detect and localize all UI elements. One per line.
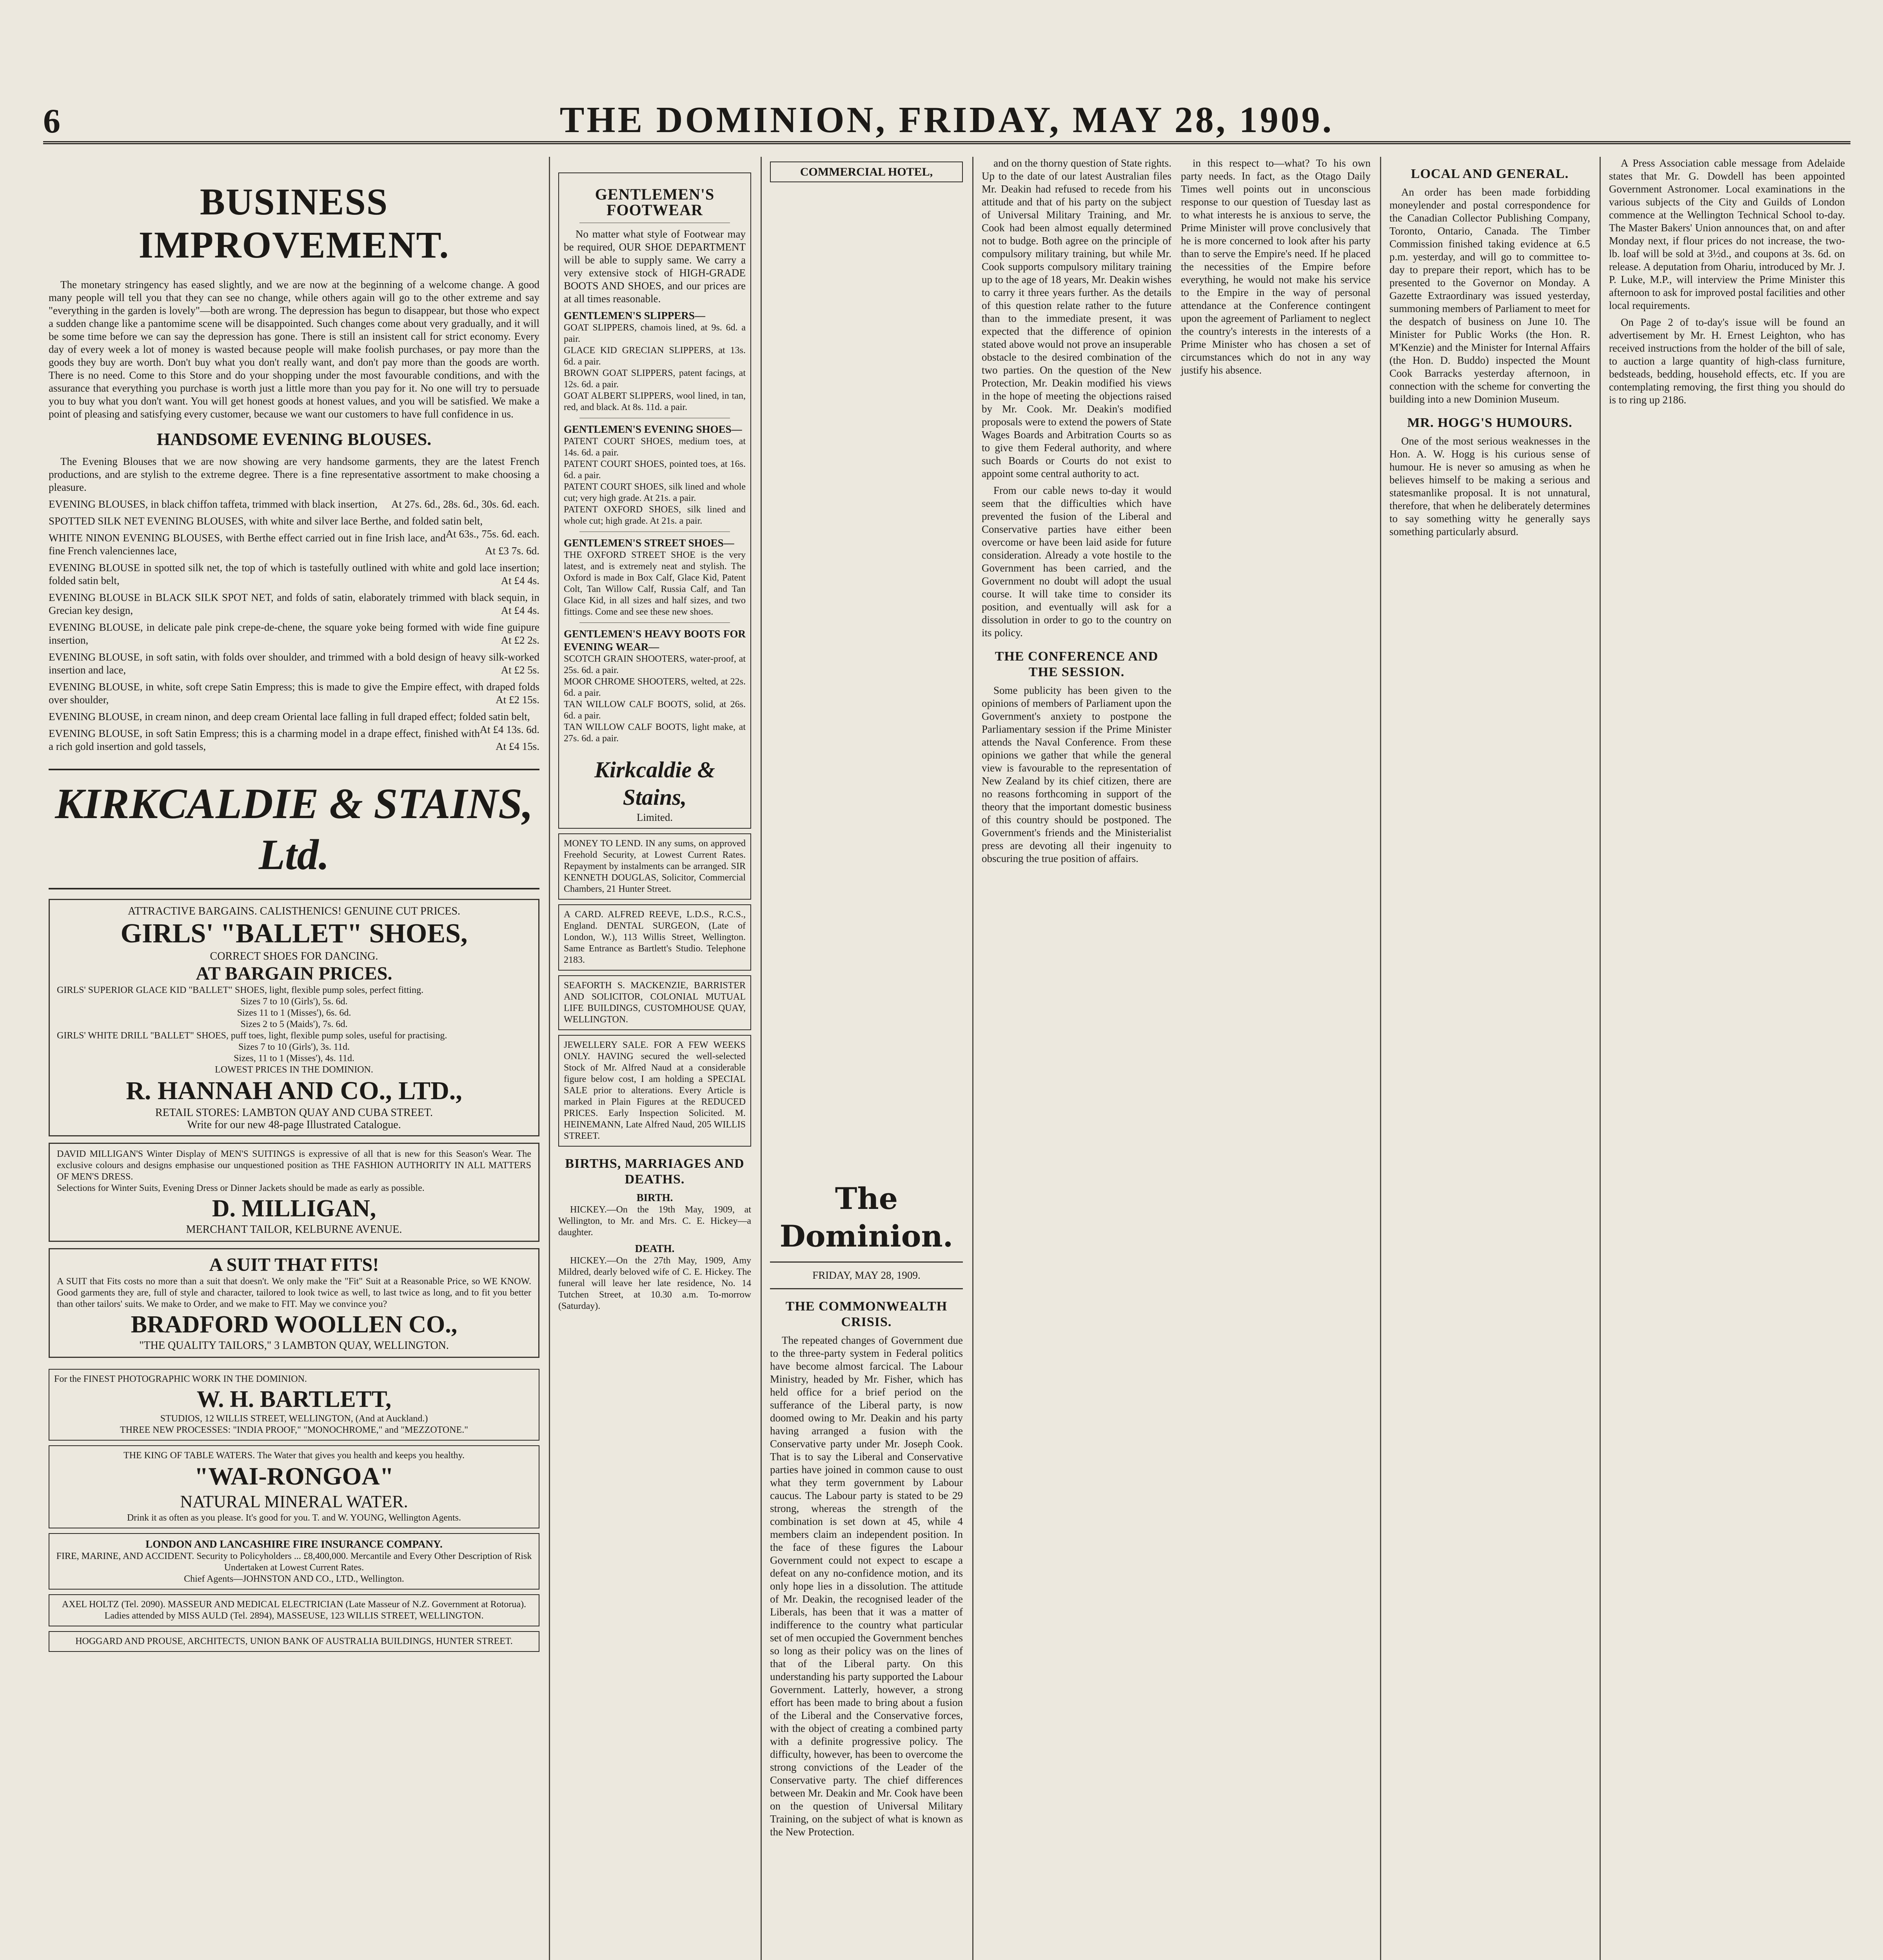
wairongoa-name: "WAI-RONGOA" [194,1462,394,1490]
london-lancashire-advert: LONDON AND LANCASHIRE FIRE INSURANCE COMPANY. FIRE, MARINE, AND ACCIDENT. Security to Policyholders ... £8,400,000. Mercantile and Every Other Description of Risk Undertaken at Lowest Current Rates. Chief Agents—JOHNSTON AND CO., LTD., Wellington. [49,1533,539,1590]
holtz-advert: AXEL HOLTZ (Tel. 2090). MASSEUR AND MEDICAL ELECTRICIAN (Late Masseur of N.Z. Government at Rotorua). Ladies attended by MISS AULD (Tel. 2894), MASSEUSE, 123 WILLIS STREET, WELLINGTON. [49,1594,539,1626]
page-number: 6 [43,102,60,140]
editorial-date: FRIDAY, MAY 28, 1909. [812,1269,921,1281]
column-local: LOCAL AND GENERAL. An order has been made forbidding moneylender and postal correspondence for the Canadian Collector Publishing Company, Toronto, Ontario, Canada. The Timber Commission finished taking evidence at 6.5 p.m. yesterday, and will go to committee to-day to prepare their report, which has to be presented to the Governor on Monday. A Gazette Extraordinary was issued yesterday, summoning members of Parliament to meet for the despatch of business on June 10. The Minister for Public Works (the Hon. R. M'Kenzie) and the Minister for Internal Affairs (the Hon. D. Buddo) inspected the Mount Cook Barracks yesterday afternoon, in connection with the scheme for converting the building into a new Dominion Museum. MR. HOGG'S HUMOURS. One of the most serious weaknesses in the Hon. A. W. Hogg is his curious sense of humour. He is never so amusing as when he believes himself to be making a serious and statesmanlike proposal. It is not unnatural, therefore, that when he deliberately determines to say something witty he generally says something particularly absurd. [1389,167,1590,537]
milligan-advert: DAVID MILLIGAN'S Winter Display of MEN'S SUITINGS is expressive of all that is new for this Season's Wear. The exclusive colours and designs emphasise our unquestioned position as THE FASHION AUTHORITY IN ALL MATTERS OF MEN'S DRESS. Selections for Winter Suits, Evening Dress or Dinner Jackets should be made as early as possible. D. MILLIGAN, MERCHANT TAILOR, KELBURNE AVENUE. [49,1143,539,1242]
page-masthead [43,98,1850,144]
hannah-advert: ATTRACTIVE BARGAINS. CALISTHENICS! GENUINE CUT PRICES. GIRLS' "BALLET" SHOES, CORRECT SHOES FOR DANCING. AT BARGAIN PRICES. GIRLS' SUPERIOR GLACE KID "BALLET" SHOES, light, flexible pump soles, perfect fitting. Sizes 7 to 10 (Girls'), 5s. 6d. Sizes 11 to 1 (Misses'), 6s. 6d. Sizes 2 to 5 (Maids'), 7s. 6d. GIRLS' WHITE DRILL "BALLET" SHOES, puff toes, light, flexible pump soles, useful for practising. Sizes 7 to 10 (Girls'), 3s. 11d. Sizes, 11 to 1 (Misses'), 4s. 11d. LOWEST PRICES IN THE DOMINION. R. HANNAH AND CO., LTD., RETAIL STORES: LAMBTON QUAY AND CUBA STREET. Write for our new 48-page Illustrated Catalogue. [49,899,539,1136]
column-news: and on the thorny question of State rights. Up to the date of our latest Australian files Mr. Deakin had refused to recede from his attitude and that of his party on the subject of Universal Military Training, and Mr. Cook had been almost equally determined not to budge. Both agree on the principle of compulsory military training, but while Mr. Cook supports compulsory military training up to the age of 18 years, Mr. Deakin wishes to carry it three years further. As the details of this question relate rather to the future than to the immediate present, it was expected that the difference of opinion stated above would not prove an insuperable obstacle to the desired combination of the two parties. On the question of the New Protection, Mr. Deakin modified his views in the hope of meeting the objections raised by Mr. Cook. Mr. Deakin's modified proposals were to extend the powers of State Wages Boards and Arbitration Courts so as to give them Federal authority, and where such Boards or Courts do not exist to appoint some central authority to act. From our cable news to-day it would seem that the difficulties which have prevented the fusion of the Liberal and Conservative parties have either been overcome or have been laid aside for future consideration. Already a vote hostile to the Government has been carried, and the Government no doubt will adopt the usual course. It will take time to consider its position, and eventually will ask for a dissolution in order to go to the country on its policy. THE CONFERENCE AND THE SESSION. Some publicity has been given to the opinions of members of Parliament upon the Government's anxiety to postpone the Parliamentary session if the Prime Minister attends the Naval Conference. From these opinions we gather that while the general view is favourable to the representation of New Zealand by its chief citizen, there are no reasons forthcoming in support of the theory that the important domestic business of this country should be postponed. The Government's friends and the Ministerialist press are devoting all their ingenuity to obscuring the true position of affairs. in this respect to—what? To his own party needs. In fact, as the Otago Daily Times well points out in unconscious response to our question of Tuesday last as to what interests he is anxious to serve, the Prime Minister will prove conclusively that he is more concerned to look after his party than to serve the Empire's need. If he placed the necessities of the Empire before everything, he would not make his service to the Empire in the way of personal attendance at the Conference contingent upon the agreement of Parliament to neglect the country's interests in the interests of a Prime Minister who has chosen a set of circumstances which do not in any way justify his absence. [982,157,1371,864]
page-title: THE DOMINION, FRIDAY, MAY 28, 1909. [559,100,1334,140]
blouse-item: EVENING BLOUSE in spotted silk net, the top of which is tastefully outlined with white and gold lace insertion; folded satin belt, At £4 4s. [49,562,539,586]
commercial-hotel-advert: COMMERCIAL HOTEL, [770,162,963,182]
blouse-item: EVENING BLOUSE, in soft satin, with folds over shoulder, and trimmed with a bold design of heavy silk-worked insertion and lace, At £2 5s. [49,651,539,676]
hannah-price-line: AT BARGAIN PRICES. [196,963,392,984]
crisis-body: The repeated changes of Government due to the three-party system in Federal politics have become almost farcical. The Labour Ministry, headed by Mr. Fisher, which has held office for a brief period on the sufferance of the Liberal party, is now doomed owing to Mr. Deakin and his party having arranged a fusion with the Conservative party under Mr. Joseph Cook. That is to say the Liberal and Conservative parties have joined in common cause to oust what they term government by Labour caucus. The Labour party is stated to be 29 strong, whereas the strength of the combination is set down at 45, while 4 members claim an independent position. In the face of these figures the Labour Government could not expect to escape a defeat on any no-confidence motion, and its only hope lies in a dissolution. The attitude of Mr. Deakin, the recognised leader of the Liberals, has been that it was a matter of indifference to the country what particular set of men occupied the Government benches so long as their policy was on the lines of that of the Liberal party. On this understanding his party supported the Labour Government. Latterly, however, a strong effort has been made to bring about a fusion of the Liberal and the Conservative forces, with the object of creating a combined party with a definite progressive policy. The difficulty, however, has been to overcome the strong convictions of the Leader of the Conservative party. The chief differences between Mr. Deakin and Mr. Cook have been on the question of Universal Military Training, on the subject of what is known as the New Protection. [770,1334,963,1838]
hannah-headline: GIRLS' "BALLET" SHOES, [120,918,468,949]
column-editorial [764,157,968,1960]
column-rule [549,157,550,1960]
bradford-headline: A SUIT THAT FITS! [209,1254,379,1275]
milligan-name: D. MILLIGAN, [212,1195,376,1222]
blouse-item: EVENING BLOUSE, in soft Satin Empress; this is a charming model in a drape effect, finished with a rich gold insertion and gold tassels, At £4 15s. [49,728,539,752]
bartlett-name: W. H. BARTLETT, [196,1386,392,1412]
bmd-headline: BIRTHS, MARRIAGES AND DEATHS. [565,1156,744,1187]
hannah-name: R. HANNAH AND CO., LTD., [126,1076,462,1105]
crisis-headline: THE COMMONWEALTH CRISIS. [785,1299,948,1329]
hogg-headline: MR. HOGG'S HUMOURS. [1407,416,1572,430]
money-advert: MONEY TO LEND. IN any sums, on approved Freehold Security, at Lowest Current Rates. Repayment by instalments can be arranged. SIR KENNETH DOUGLAS, Solicitor, Commercial Chambers, 21 Hunter Street. [558,833,751,900]
reeve-advert: A CARD. ALFRED REEVE, L.D.S., R.C.S., England. DENTAL SURGEON, (Late of London, W.), 113 Willis Street, Wellington. Same Entrance as Bartlett's Studio. Telephone 2183. [558,904,751,971]
column-rule [972,157,973,1960]
column-footwear: GENTLEMEN'S FOOTWEAR No matter what style of Footwear may be required, OUR SHOE DEPARTMENT will be able to supply same. We carry a very extensive stock of HIGH-GRADE BOOTS AND SHOES, and our prices are at all times reasonable. GENTLEMEN'S SLIPPERS— GOAT SLIPPERS, chamois lined, at 9s. 6d. a pair. GLACE KID GRECIAN SLIPPERS, at 13s. 6d. a pair. BROWN GOAT SLIPPERS, patent facings, at 12s. 6d. a pair. GOAT ALBERT SLIPPERS, wool lined, in tan, red, and black. At 8s. 11d. a pair. GENTLEMEN'S EVENING SHOES— PATENT COURT SHOES, medium toes, at 14s. 6d. a pair. PATENT COURT SHOES, pointed toes, at 16s. 6d. a pair. PATENT COURT SHOES, silk lined and whole cut; very high grade. At 21s. a pair. PATENT OXFORD SHOES, silk lined and whole cut; high grade. At 21s. a pair. GENTLEMEN'S STREET SHOES— THE OXFORD STREET SHOE is the very latest, and is extremely neat and stylish. The Oxford is made in Box Calf, Glace Kid, Patent Colt, Tan Willow Calf, Russia Calf, and Tan Glace Kid, in all sizes and half sizes, and two fittings. Come and see these new shoes. GENTLEMEN'S HEAVY BOOTS FOR EVENING WEAR— SCOTCH GRAIN SHOOTERS, water-proof, at 25s. 6d. a pair. MOOR CHROME SHOOTERS, welted, at 22s. 6d. a pair. TAN WILLOW CALF BOOTS, solid, at 26s. 6d. a pair. TAN WILLOW CALF BOOTS, light make, at 27s. 6d. a pair. Kirkcaldie & Stains, Limited. MONEY TO LEND. IN any sums, on approved Freehold Security, at Lowest Current Rates. Repayment by instalments can be arranged. SIR KENNETH DOUGLAS, Solicitor, Commercial Chambers, 21 Hunter Street. A CARD. ALFRED REEVE, L.D.S., R.C.S., England. DENTAL SURGEON, (Late of London, W.), 113 Willis Street, Wellington. Same Entrance as Bartlett's Studio. Telephone 2183. SEAFORTH S. MACKENZIE, BARRISTER AND SOLICITOR, COLONIAL MUTUAL LIFE BUILDINGS, CUSTOMHOUSE QUAY, WELLINGTON. JEWELLERY SALE. FOR A FEW WEEKS ONLY. HAVING secured the well-selected Stock of Mr. Alfred Naud at a considerable figure below cost, I am holding a SPECIAL SALE prior to alterations. Every Article is marked in Plain Figures at the REDUCED PRICES. Early Inspection Solicited. M. HEINEMANN, Late Alfred Naud, 205 WILLIS STREET. BIRTHS, MARRIAGES AND DEATHS. BIRTH. HICKEY.—On the 19th May, 1909, at Wellington, to Mr. and Mrs. C. E. Hickey—a daughter. DEATH. HICKEY.—On the 27th May, 1909, Amy Mildred, dearly beloved wife of C. E. Hickey. The funeral will leave her late residence, No. 14 Tutchen Street, at 10.30 a.m. To-morrow (Saturday). [553,157,757,1960]
blouse-item: EVENING BLOUSES, in black chiffon taffeta, trimmed with black insertion, At 27s. 6d., 28s. 6d., 30s. 6d. each. [49,498,539,510]
business-headline: BUSINESS IMPROVEMENT. [138,181,450,266]
column-rule [1380,157,1381,1960]
blouse-item: WHITE NINON EVENING BLOUSES, with Berthe effect carried out in fine Irish lace, and fine French valenciennes lace, At £3 7s. 6d. [49,532,539,557]
bradford-advert: A SUIT THAT FITS! A SUIT that Fits costs no more than a suit that doesn't. We only make the "Fit" Suit at a Reasonable Price, so WE KNOW. Good garments they are, full of style and character, tailored to look twice as well, to last twice as long, and to fit you better than other tailors' suits. We make to Order, and we make to FIT. May we convince you? BRADFORD WOOLLEN CO., "THE QUALITY TAILORS," 3 LAMBTON QUAY, WELLINGTON. [49,1248,539,1358]
column-general: A Press Association cable message from Adelaide states that Mr. G. Dowdell has been appointed Government Astronomer. Local examinations in the various subjects of the City and Guilds of London commence at the Wellington Technical School to-day. The Master Bakers' Union announces that, on and after Monday next, if flour prices do not increase, the two-lb. loaf will be sold at 3½d., and coupons at 3s. 6d. on release. A deputation from Ohariu, introduced by Mr. J. P. Luke, M.P., will interview the Prime Minister this afternoon to ask for improved postal facilities and other local requirements. On Page 2 of to-day's issue will be found an advertisement by Mr. H. Ernest Leighton, who has received instructions from the holder of the bill of sale, to auction a large quantity of high-class furniture, bedsteads, bedding, household effects, etc. If you are contemplating removing, the first thing you should do is to ring up 2186. [1609,157,1845,406]
business-body: The monetary stringency has eased slightly, and we are now at the beginning of a welcome change. A good many people will tell you that they can see no change, while others again will go to the other extreme and say "everything in the garden is lovely"—both are wrong. The depression has begun to disappear, but those who expect a sudden change like a pantomime scene will be disappointed. Such changes come about very gradually, and it will be some time before we can say the depression has gone. There is still an insistent call for strict economy. Every day of every week a lot of money is wasted because people will make foolish purchases, or pay more than the goods they buy are worth. Don't buy what you don't really want, and don't pay more than the goods are worth. There is no need. Come to this Store and do your shopping under the most favourable conditions, and with the assurance that everything you purchase is worth just a little more than you pay for it. No one will try to persuade you to buy what you don't want. You will get honest goods at honest values, and you will be satisfied. We make a point of pleasing and satisfying every customer, because we want our customers to have full confidence in us. [49,279,539,420]
bartlett-advert: For the FINEST PHOTOGRAPHIC WORK IN THE DOMINION. W. H. BARTLETT, STUDIOS, 12 WILLIS STREET, WELLINGTON, (And at Auckland.) THREE NEW PROCESSES: "INDIA PROOF," "MONOCHROME," and "MEZZOTONE." [49,1369,539,1441]
blouses-headline: HANDSOME EVENING BLOUSES. [156,430,432,449]
mackenzie-advert: SEAFORTH S. MACKENZIE, BARRISTER AND SOLICITOR, COLONIAL MUTUAL LIFE BUILDINGS, CUSTOMHOUSE QUAY, WELLINGTON. [558,975,751,1030]
column-rule [1600,157,1601,1960]
bradford-name: BRADFORD WOOLLEN CO., [131,1311,458,1338]
blouse-item: EVENING BLOUSE in BLACK SILK SPOT NET, and folds of satin, elaborately trimmed with black sequin, in Grecian key design, At £4 4s. [49,592,539,616]
blouse-item: EVENING BLOUSE, in delicate pale pink crepe-de-chene, the square yoke being formed with wide fine guipure insertion, At £2 2s. [49,621,539,646]
footwear-headline: GENTLEMEN'S FOOTWEAR [595,185,715,219]
blouses-intro: The Evening Blouses that we are now showing are very handsome garments, they are the latest French productions, and are stylish to the extreme degree. There is a fine representative assortment to make choosing a pleasure. [49,456,539,493]
hannah-sub: CORRECT SHOES FOR DANCING. [210,950,378,962]
blouse-item: EVENING BLOUSE, in white, soft crepe Satin Empress; this is made to give the Empire effect, with draped folds over shoulder, At £2 15s. [49,681,539,706]
wairongoa-advert: THE KING OF TABLE WATERS. The Water that gives you health and keeps you healthy. "WAI-RONGOA" NATURAL MINERAL WATER. Drink it as often as you please. It's good for you. T. and W. YOUNG, Wellington Agents. [49,1445,539,1528]
jewellery-advert: JEWELLERY SALE. FOR A FEW WEEKS ONLY. HAVING secured the well-selected Stock of Mr. Alfred Naud at a considerable figure below cost, I am holding a SPECIAL SALE prior to alterations. Every Article is marked in Plain Figures at the REDUCED PRICES. Early Inspection Solicited. M. HEINEMANN, Late Alfred Naud, 205 WILLIS STREET. [558,1035,751,1147]
conference-headline: THE CONFERENCE AND THE SESSION. [995,649,1158,679]
footwear-signature: Kirkcaldie & Stains, [594,757,715,810]
editorial-masthead: The Dominion. [779,1181,953,1254]
blouse-item: SPOTTED SILK NET EVENING BLOUSES, with white and silver lace Berthe, and folded satin belt, At 63s., 75s. 6d. each. [49,515,539,540]
column-rule [761,157,762,1960]
kirkcaldie-banner: KIRKCALDIE & STAINS, Ltd. [49,769,539,889]
hoggard-advert: HOGGARD AND PROUSE, ARCHITECTS, UNION BANK OF AUSTRALIA BUILDINGS, HUNTER STREET. [49,1631,539,1652]
blouse-list [49,498,539,753]
hannah-tagline: ATTRACTIVE BARGAINS. CALISTHENICS! GENUINE CUT PRICES. [127,905,461,917]
local-headline: LOCAL AND GENERAL. [1411,167,1569,181]
blouse-item: EVENING BLOUSE, in cream ninon, and deep cream Oriental lace falling in full draped effect; folded satin belt, At £4 13s. 6d. [49,711,539,735]
column-business [43,157,545,1960]
